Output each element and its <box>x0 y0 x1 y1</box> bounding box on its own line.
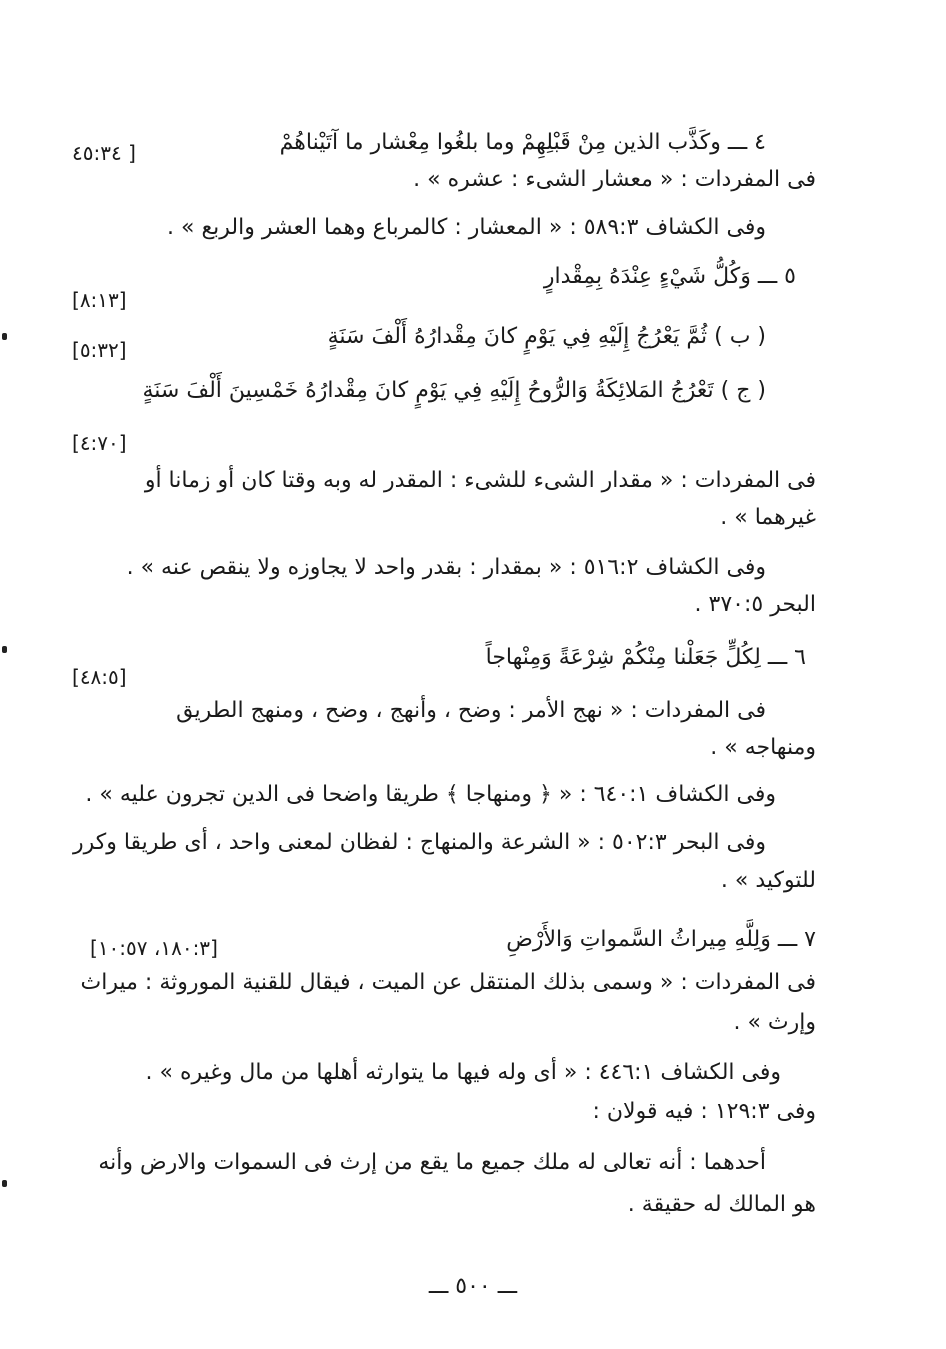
text-line: ( ب ) ثُمَّ يَعْرُجُ إِلَيْهِ فِي يَوْمٍ كانَ مِقْدارُهُ أَلْفَ سَنَةٍ <box>327 324 766 349</box>
text-line: ( ج ) تَعْرُجُ المَلائِكَةُ وَالرُّوحُ إِلَيْهِ فِي يَوْمٍ كانَ مِقْدارُهُ خَمْسِينَ أَلْفَ سَنَةٍ <box>142 378 766 403</box>
verse-reference: [٤٨:٥] <box>72 665 127 689</box>
verse-reference: [٨:١٣] <box>72 288 127 312</box>
text-line: للتوكيد » . <box>720 868 816 893</box>
entry-7-heading: ٧ ـــ وَلِلَّهِ مِيراثُ السَّمواتِ وَالأَرْضِ <box>506 927 816 952</box>
verse-reference: [ ٤٥:٣٤ <box>72 141 136 165</box>
verse-reference: [١٨٠:٣، ١٠:٥٧] <box>90 936 218 960</box>
text-line: فى المفردات : « وسمى بذلك المنتقل عن الميت ، فيقال للقنية الموروثة : ميراث <box>80 970 816 995</box>
text-line: غيرهما » . <box>720 505 816 530</box>
page-number: ـــ ٥٠٠ ـــ <box>428 1274 518 1299</box>
text-line: أحدهما : أنه تعالى له ملك جميع ما يقع من إرث فى السموات والارض وأنه <box>98 1150 766 1175</box>
verse-reference: [٤:٧٠] <box>72 431 127 455</box>
text-line: وفى ١٢٩:٣ : فيه قولان : <box>592 1099 816 1124</box>
text-line: فى المفردات : « مقدار الشىء للشىء : المقدر له وبه وقتا كان أو زمانا أو <box>144 468 816 493</box>
text-line: هو المالك له حقيقة . <box>627 1192 816 1217</box>
entry-4-heading: ٤ ـــ وكَذَّب الذين مِنْ قَبْلِهِمْ وما بلغُوا مِعْشار ما آتَيْناهُمْ <box>279 130 766 155</box>
entry-6-heading: ٦ ـــ لِكُلٍّ جَعَلْنا مِنْكُمْ شِرْعَةً وَمِنْهاجاً <box>485 645 806 670</box>
text-line: البحر ٣٧٠:٥ . <box>694 592 816 617</box>
text-line: فى المفردات : « معشار الشىء : عشره » . <box>413 167 816 192</box>
text-line: وإرث » . <box>733 1010 816 1035</box>
margin-mark <box>2 1180 7 1187</box>
text-line: وفى البحر ٥٠٢:٣ : « الشرعة والمنهاج : لفظان لمعنى واحد ، أى طريقا وكرر <box>72 830 766 855</box>
text-line: ومنهاجه » . <box>710 735 816 760</box>
text-line: وفى الكشاف ٦٤٠:١ : « ﴿ ومنهاجا ﴾ طريقا واضحا فى الدين تجرون عليه » . <box>85 782 776 807</box>
margin-mark <box>2 333 7 340</box>
text-line: فى المفردات : « نهج الأمر : وضح ، وأنهج ، وضح ، ومنهج الطريق <box>176 698 766 723</box>
text-line: وفى الكشاف ٥١٦:٢ : « بمقدار : بقدر واحد لا يجاوزه ولا ينقص عنه » . <box>126 555 766 580</box>
text-line: وفى الكشاف ٥٨٩:٣ : « المعشار : كالمرباع وهما العشر والربع » . <box>167 215 766 240</box>
margin-mark <box>2 646 7 653</box>
entry-5-heading: ٥ ـــ وَكُلُّ شَيْءٍ عِنْدَهُ بِمِقْدارٍ <box>543 264 796 289</box>
verse-reference: [٥:٣٢] <box>72 338 127 362</box>
text-line: وفى الكشاف ٤٤٦:١ : « أى وله فيها ما يتوارثه أهلها من مال وغيره » . <box>145 1060 781 1085</box>
